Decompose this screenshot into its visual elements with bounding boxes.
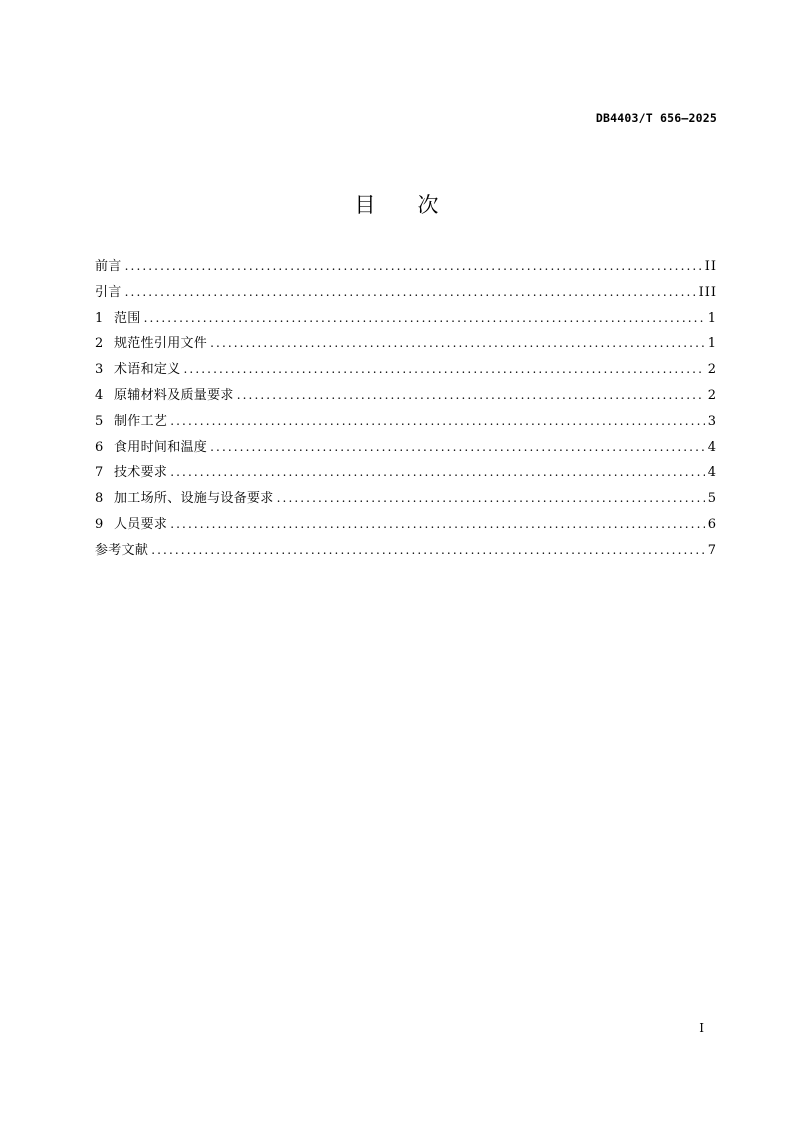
toc-entry-number: 2: [95, 336, 104, 352]
toc-entry-number: 7: [95, 465, 104, 481]
toc-leader-dots: [170, 411, 705, 431]
toc-entry-label: 技术要求: [114, 465, 168, 481]
toc-entry-number: 1: [95, 310, 104, 326]
toc-leader-dots: [144, 308, 705, 328]
toc-entry-scope[interactable]: [95, 308, 717, 334]
toc-leader-dots: [125, 256, 702, 276]
toc-leader-dots: [184, 359, 705, 379]
toc-leader-dots: [277, 488, 705, 508]
toc-leader-dots: [237, 385, 705, 405]
toc-leader-dots: [125, 282, 696, 302]
toc-entry-label: 前言: [95, 259, 122, 274]
toc-entry-time-temperature[interactable]: [95, 437, 717, 463]
toc-entry-label: 规范性引用文件: [114, 336, 208, 352]
toc-leader-dots: [170, 514, 705, 534]
toc-entry-page: 4: [707, 465, 717, 481]
toc-leader-dots: [210, 437, 705, 457]
toc-entry-technical-requirements[interactable]: [95, 462, 717, 488]
toc-entry-label: 术语和定义: [114, 362, 181, 378]
toc-entry-label: 范围: [114, 310, 141, 326]
toc-title-part2: 次: [417, 193, 439, 217]
toc-entry-terms-definitions[interactable]: [95, 359, 717, 385]
toc-entry-foreword[interactable]: [95, 256, 717, 282]
document-code: DB4403/T 656—2025: [595, 111, 717, 125]
toc-entry-label: 制作工艺: [114, 413, 168, 429]
toc-entry-normative-references[interactable]: [95, 333, 717, 359]
toc-entry-number: 9: [95, 516, 104, 532]
toc-entry-page: III: [698, 284, 717, 300]
toc-entry-number: 3: [95, 362, 104, 378]
toc-entry-page: 1: [707, 336, 717, 352]
toc-leader-dots: [151, 540, 705, 560]
toc-entry-label: 引言: [95, 284, 122, 300]
toc-entry-number: 4: [95, 387, 104, 403]
toc-entry-page: 5: [707, 491, 717, 507]
toc-title-part1: 目: [354, 193, 376, 217]
toc-entry-facilities[interactable]: [95, 488, 717, 514]
toc-entry-bibliography[interactable]: [95, 540, 717, 566]
toc-title: [0, 189, 793, 219]
toc-entry-page: 4: [707, 439, 717, 455]
toc-entry-process[interactable]: [95, 411, 717, 437]
toc-leader-dots: [170, 462, 705, 482]
table-of-contents: [95, 256, 717, 566]
toc-entry-personnel[interactable]: [95, 514, 717, 540]
toc-entry-label: 原辅材料及质量要求: [114, 387, 234, 403]
toc-entry-materials[interactable]: [95, 385, 717, 411]
toc-entry-number: 8: [95, 491, 104, 507]
toc-entry-introduction[interactable]: [95, 282, 717, 308]
toc-entry-number: 5: [95, 413, 104, 429]
toc-entry-page: 1: [707, 310, 717, 326]
toc-entry-page: 6: [707, 516, 717, 532]
toc-entry-page: 7: [707, 542, 717, 558]
toc-entry-label: 人员要求: [114, 516, 168, 532]
toc-entry-page: 2: [707, 362, 717, 378]
toc-entry-label: 参考文献: [95, 542, 149, 558]
toc-entry-label: 食用时间和温度: [114, 439, 208, 455]
page-number: I: [699, 1021, 704, 1035]
toc-entry-label: 加工场所、设施与设备要求: [114, 491, 274, 507]
toc-entry-page: 3: [707, 413, 717, 429]
toc-leader-dots: [210, 333, 705, 353]
toc-entry-page: II: [704, 259, 717, 274]
toc-entry-number: 6: [95, 439, 104, 455]
toc-entry-page: 2: [707, 387, 717, 403]
